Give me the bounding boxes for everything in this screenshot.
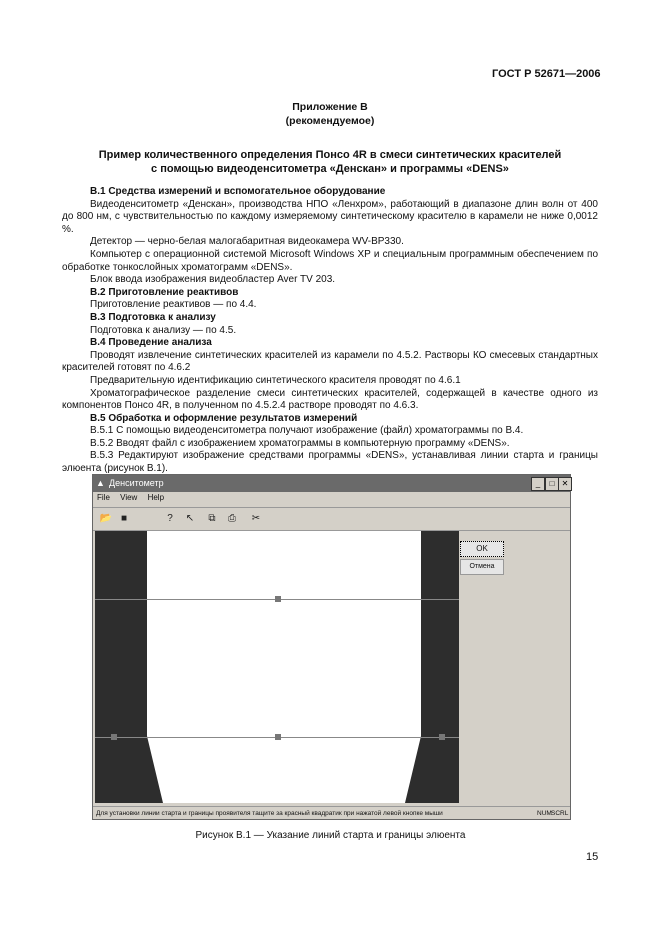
status-scrl: SCRL (551, 810, 569, 817)
print-icon[interactable]: ⎙ (228, 513, 236, 524)
menu-file[interactable]: File (97, 493, 110, 502)
start-line-handle-center[interactable] (275, 734, 281, 740)
context-help-icon[interactable]: ↖ (185, 513, 195, 524)
standard-number: ГОСТ Р 52671—2006 (492, 68, 601, 80)
chromatogram-image[interactable] (95, 531, 459, 803)
section-b1-title: В.1 Средства измерений и вспомогательное оборудование (90, 186, 386, 197)
paragraph: В.5.2 Вводят файл с изображением хроматограммы в компьютерную программу «DENS». (90, 437, 510, 449)
paragraph: Компьютер с операционной системой Microsoft Windows XP и специальным программным обеспечением по обработке тонкослойных хроматограмм «DENS». (62, 248, 598, 273)
paragraph: Предварительную идентификацию синтетического красителя проводят по 4.6.1 (90, 374, 461, 386)
ok-button[interactable]: OK (460, 541, 504, 557)
page-number: 15 (586, 851, 599, 863)
appendix-status: (рекомендуемое) (285, 115, 375, 127)
section-b4-title: В.4 Проведение анализа (90, 337, 212, 349)
paragraph: Подготовка к анализу — по 4.5. (90, 324, 237, 336)
window-title: Денситометр (109, 478, 164, 488)
status-bar (93, 806, 570, 820)
paragraph: Детектор — черно-белая малогабаритная видеокамера WV-BP330. (90, 236, 404, 248)
paragraph: Хроматографическое разделение смеси синтетических красителей, содержащей в качестве одного из компонентов Понсо 4R, в полученном по 4.5.2.4 растворе проводят по 4.6.3. (62, 387, 598, 412)
paragraph: В.5.1 С помощью видеоденситометра получают изображение (файл) хроматограммы по В.4. (90, 425, 524, 437)
appendix-title: Приложение В (292, 101, 368, 113)
status-num: NUM (537, 810, 552, 817)
start-line-handle-left[interactable] (111, 734, 117, 740)
paragraph: Видеоденситометр «Денскан», производства НПО «Ленхром», работающий в диапазоне длин волн от 400 до 800 нм, с чувствительностью по каждому измеряемому синтетическому красителю в карамели не ниже 0,0012 %. (62, 198, 598, 235)
front-line-handle[interactable] (275, 596, 281, 602)
paragraph: В.5.3 Редактируют изображение средствами программы «DENS», устанавливая линии старта и границы элюента (рисунок В.1). (62, 450, 598, 475)
paragraph: Приготовление реактивов — по 4.4. (90, 299, 257, 311)
open-icon[interactable]: 📂 (99, 513, 113, 524)
section-b5-title: В.5 Обработка и оформление результатов измерений (90, 412, 358, 424)
figure-caption: Рисунок В.1 — Указание линий старта и границы элюента (195, 830, 466, 841)
close-button[interactable]: ✕ (558, 477, 572, 491)
toolbar (93, 507, 570, 531)
heading-line-2: с помощью видеоденситометра «Денскан» и программы «DENS» (151, 163, 509, 175)
section-b3-title: В.3 Подготовка к анализу (90, 311, 216, 323)
cancel-button[interactable]: Отмена (460, 559, 504, 575)
status-hint: Для установки линии старта и границы проявителя тащите за красный квадратик при нажатой левой кнопке мыши (96, 810, 443, 817)
maximize-button[interactable]: □ (545, 477, 559, 491)
menu-help[interactable]: Help (147, 493, 165, 502)
tool-icon[interactable]: ✂ (251, 513, 261, 524)
heading-line-1: Пример количественного определения Понсо 4R в смеси синтетических красителей (98, 149, 562, 161)
plate-outline (95, 531, 459, 803)
minimize-button[interactable]: _ (531, 477, 545, 491)
save-icon[interactable]: ■ (120, 513, 128, 524)
document-body (62, 186, 598, 476)
paragraph: Блок ввода изображения видеобластер Aver TV 203. (90, 274, 336, 286)
section-b2-title: В.2 Приготовление реактивов (90, 286, 239, 298)
start-line-handle-right[interactable] (439, 734, 445, 740)
title-bar[interactable] (93, 475, 570, 492)
copy-icon[interactable]: ⧉ (208, 513, 216, 524)
densitometer-window (92, 474, 571, 820)
app-icon: ▲ (96, 478, 105, 488)
menu-view[interactable]: View (120, 493, 138, 502)
paragraph: Проводят извлечение синтетических красителей из карамели по 4.5.2. Растворы КО смесевых стандартных красителей готовят по 4.6.2 (62, 349, 598, 374)
menu-bar (97, 493, 172, 502)
help-icon[interactable]: ? (167, 513, 173, 524)
